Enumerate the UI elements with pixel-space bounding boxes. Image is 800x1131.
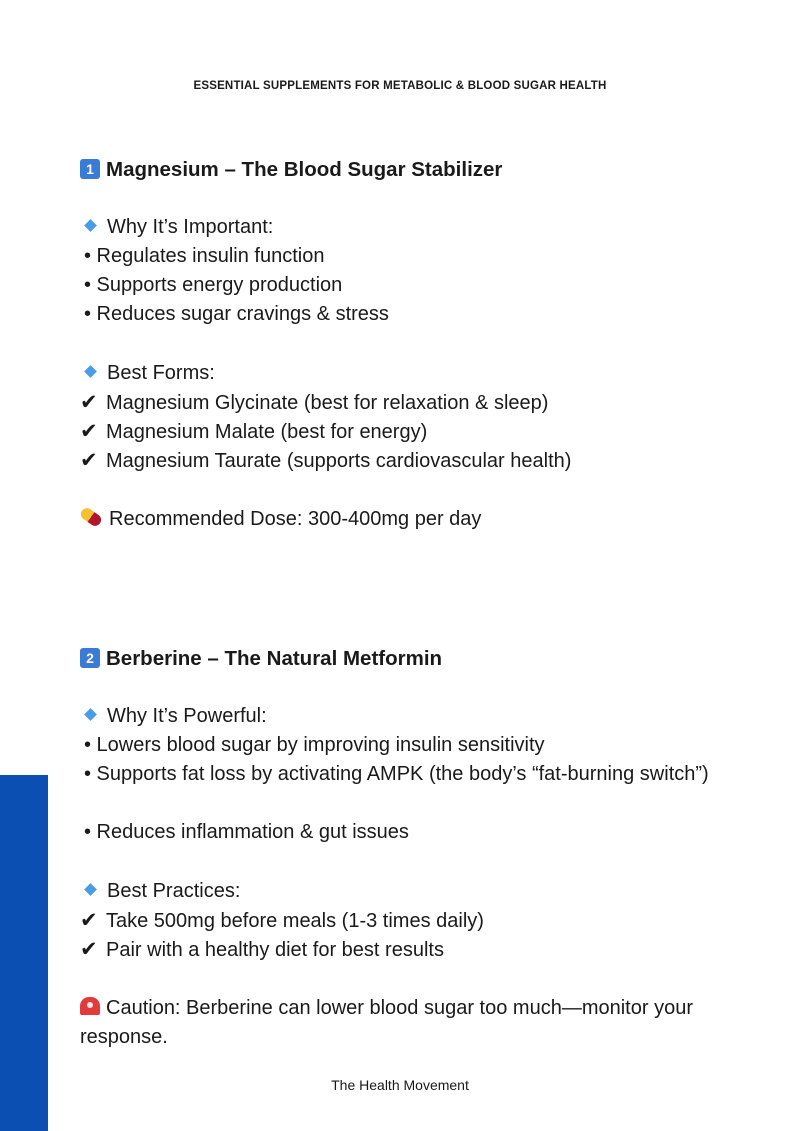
section-heading (80, 155, 502, 184)
list-item-text: Magnesium Malate (best for energy) (106, 421, 428, 443)
list-item-text: Magnesium Taurate (supports cardiovascular health) (106, 450, 572, 472)
best-label (80, 359, 215, 388)
number-one-icon: 1 (80, 159, 100, 179)
pill-icon (79, 506, 104, 528)
recommended-dose (80, 505, 481, 534)
blue-diamond-icon (84, 219, 97, 232)
check-icon: ✔ (80, 420, 98, 443)
siren-icon (80, 997, 100, 1015)
list-item: • Regulates insulin function (84, 245, 325, 267)
blue-diamond-icon (84, 883, 97, 896)
list-item: • Lowers blood sugar by improving insulin sensitivity (84, 734, 545, 756)
footer-brand: The Health Movement (331, 1077, 469, 1093)
list-item: • Reduces sugar cravings & stress (84, 303, 389, 325)
number-two-icon: 2 (80, 648, 100, 668)
check-icon: ✔ (80, 938, 98, 961)
check-icon: ✔ (80, 391, 98, 414)
list-item-text: Magnesium Glycinate (best for relaxation & sleep) (106, 392, 549, 414)
best-label-text: Best Forms: (107, 362, 215, 384)
list-item (80, 935, 444, 965)
list-item (80, 417, 427, 447)
section-heading (80, 644, 442, 673)
best-label-text: Best Practices: (107, 880, 241, 902)
list-item: • Supports fat loss by activating AMPK (the body’s “fat-burning switch”) (84, 763, 709, 785)
caution-note (80, 994, 720, 1052)
list-item: • Reduces inflammation & gut issues (84, 821, 409, 843)
best-label (80, 877, 240, 906)
list-item-text: Pair with a healthy diet for best results (106, 939, 444, 961)
why-label (80, 213, 273, 242)
document-title: ESSENTIAL SUPPLEMENTS FOR METABOLIC & BLOOD SUGAR HEALTH (193, 80, 607, 92)
list-item (80, 388, 548, 418)
why-label (80, 702, 267, 731)
list-item: • Supports energy production (84, 274, 343, 296)
why-label-text: Why It’s Important: (107, 216, 274, 238)
why-label-text: Why It’s Powerful: (107, 705, 267, 727)
list-item (80, 446, 571, 476)
check-icon: ✔ (80, 449, 98, 472)
list-item-text: Take 500mg before meals (1-3 times daily) (106, 910, 484, 932)
list-item (80, 906, 484, 936)
blue-diamond-icon (84, 365, 97, 378)
check-icon: ✔ (80, 909, 98, 932)
caution-note-text: Caution: Berberine can lower blood sugar too much—monitor your response. (80, 997, 693, 1048)
blue-diamond-icon (84, 708, 97, 721)
section-heading-text: Magnesium – The Blood Sugar Stabilizer (106, 158, 503, 181)
section-heading-text: Berberine – The Natural Metformin (106, 647, 443, 670)
recommended-dose-text: Recommended Dose: 300-400mg per day (109, 508, 482, 530)
